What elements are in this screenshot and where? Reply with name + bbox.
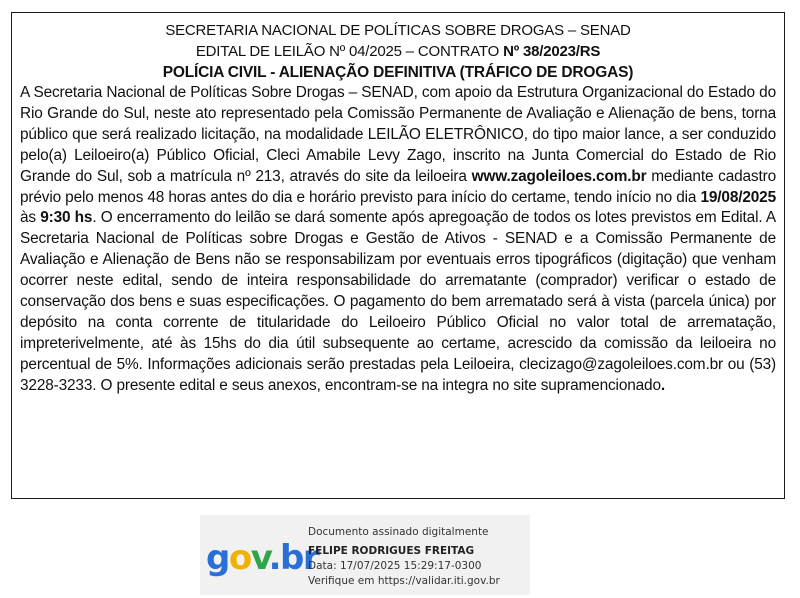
signer-name: FELIPE RODRIGUES FREITAG bbox=[308, 545, 475, 557]
body-part-3: às bbox=[20, 209, 41, 227]
signature-title: Documento assinado digitalmente bbox=[308, 526, 489, 538]
header-edital-number: EDITAL DE LEILÃO Nº 04/2025 – CONTRATO bbox=[195, 43, 504, 60]
header-agency: SECRETARIA NACIONAL DE POLÍTICAS SOBRE DROGAS – SENAD bbox=[165, 22, 631, 39]
notice-body bbox=[20, 83, 776, 397]
header-contract-number: Nº 38/2023/RS bbox=[503, 43, 601, 60]
verification-url: Verifique em https://validar.iti.gov.br bbox=[308, 575, 500, 587]
final-period: . bbox=[660, 376, 666, 394]
signature-details bbox=[308, 525, 500, 589]
body-part-4: . O encerramento do leilão se dará somente após apregoação de todos os lotes previstos em Edital. A Secretaria Nacional de Políticas sobre Drogas e Gestão de Ativos - SENAD e a Comissão Permanente de Avaliação e Alienação de Bens não se responsabilizam por eventuais erros tipográficos (digitação) que venham ocorrer neste edital, sendo de inteira responsabilidade do arrematante (comprador) verificar o estado de conservação dos bens e suas especificações. O pagamento do bem arrematado será à vista (parcela única) por depósito na conta corrente de titularidade do Leiloeiro Público Oficial no valor total de arrematação, impreterivelmente, até às 15hs do dia útil subsequente ao certame, acrescido da comissão da leiloeira no percentual de 5%. Informações adicionais serão prestadas pela Leiloeira, clecizago@zagoleiloes.com.br ou (53) 3228-3233. O presente edital e seus anexos, encontram-se na integra no site supramencionado bbox=[20, 209, 776, 394]
auction-time: 9:30 hs bbox=[40, 209, 93, 227]
auction-notice bbox=[11, 12, 785, 499]
auction-site: www.zagoleiloes.com.br bbox=[471, 167, 647, 185]
header-subject: POLÍCIA CIVIL - ALIENAÇÃO DEFINITIVA (TRÁFICO DE DROGAS) bbox=[162, 64, 634, 81]
body-part-1: A Secretaria Nacional de Políticas Sobre Drogas – SENAD, com apoio da Estrutura Organizacional do Estado do Rio Grande do Sul, neste ato representado pela Comissão Permanente de Avaliação e Alienação de bens, torna público que será realizado licitação, na modalidade LEILÃO ELETRÔNICO, do tipo maior lance, a ser conduzido pelo(a) Leiloeiro(a) Público Oficial, Cleci Amabile Levy Zago, inscrito na Junta Comercial do Estado de Rio Grande do Sul, sob a matrícula nº 213, através do site da leiloeira bbox=[20, 84, 776, 185]
signature-date: Data: 17/07/2025 15:29:17-0300 bbox=[308, 560, 482, 572]
body-part-2: mediante cadastro prévio pelo menos 48 horas antes do dia e horário previsto para início do certame, tendo início no dia bbox=[20, 167, 776, 206]
digital-signature-stamp bbox=[200, 515, 530, 595]
govbr-logo: gov.br bbox=[206, 538, 319, 578]
header-edital bbox=[20, 41, 776, 62]
auction-date: 19/08/2025 bbox=[700, 188, 776, 206]
